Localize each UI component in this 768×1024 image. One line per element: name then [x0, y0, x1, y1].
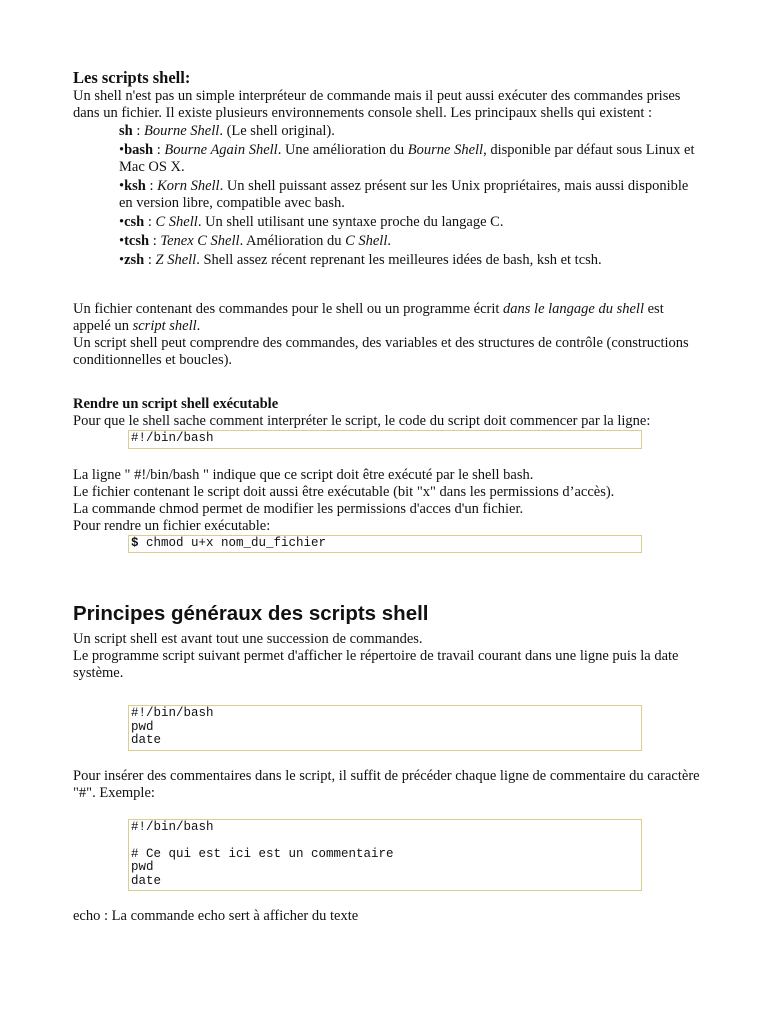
intro-paragraph: Un shell n'est pas un simple interpréteur de commande mais il peut aussi exécuter des commandes prises dans un fichier. Il existe plusieurs environnements console shell. Les principaux shells qui existent : [73, 88, 681, 121]
echo-line: echo : La commande echo sert à afficher du texte [73, 908, 359, 924]
document-content [73, 68, 703, 925]
code-block-pwd-date: #!/bin/bash pwd date [128, 705, 642, 751]
script-content-paragraph: Un script shell peut comprendre des commandes, des variables et des structures de contrôle (constructions conditionnelles et boucles). [73, 335, 689, 368]
chmod-command: chmod u+x nom_du_fichier [138, 535, 327, 550]
list-item: •tcsh : Tenex C Shell. Amélioration du C Shell. [119, 233, 391, 249]
list-item: •bash : Bourne Again Shell. Une amélioration du Bourne Shell, disponible par défaut sous Linux et Mac OS X. [119, 142, 695, 175]
program-description: Le programme script suivant permet d'afficher le répertoire de travail courant dans une ligne puis la date système. [73, 648, 679, 681]
succession-line: Un script shell est avant tout une succession de commandes. [73, 631, 423, 647]
section-title-principes: Principes généraux des scripts shell [73, 602, 429, 625]
shebang-intro: Pour que le shell sache comment interpréter le script, le code du script doit commencer par la ligne: [73, 413, 651, 429]
executable-bit-line: Le fichier contenant le script doit aussi être exécutable (bit "x" dans les permissions d’accès). [73, 483, 615, 500]
list-item: •csh : C Shell. Un shell utilisant une syntaxe proche du langage C. [119, 214, 504, 230]
shebang-explanation: La ligne " #!/bin/bash " indique que ce script doit être exécuté par le shell bash. [73, 466, 534, 483]
code-block-comments: #!/bin/bash # Ce qui est ici est un commentaire pwd date [128, 819, 642, 892]
code-block-chmod [128, 535, 642, 554]
list-item: •zsh : Z Shell. Shell assez récent reprenant les meilleures idées de bash, ksh et tcsh. [119, 252, 602, 268]
section-title-scripts-shell: Les scripts shell: [73, 68, 191, 87]
section-title-executable: Rendre un script shell exécutable [73, 396, 279, 412]
code-block-shebang: #!/bin/bash [128, 430, 642, 449]
list-item: sh : Bourne Shell. (Le shell original). [119, 123, 335, 139]
shell-list [119, 123, 703, 269]
comments-explanation: Pour insérer des commentaires dans le script, il suffit de précéder chaque ligne de commentaire du caractère "#". Exemple: [73, 767, 700, 801]
list-item: •ksh : Korn Shell. Un shell puissant assez présent sur les Unix propriétaires, mais aussi disponible en version libre, compatible avec bash. [119, 178, 689, 211]
prompt-symbol: $ [131, 535, 139, 550]
make-executable-line: Pour rendre un fichier exécutable: [73, 517, 271, 534]
chmod-line: La commande chmod permet de modifier les permissions d'acces d'un fichier. [73, 500, 524, 517]
script-definition-paragraph: Un fichier contenant des commandes pour le shell ou un programme écrit dans le langage du shell est appelé un script shell. [73, 301, 664, 334]
